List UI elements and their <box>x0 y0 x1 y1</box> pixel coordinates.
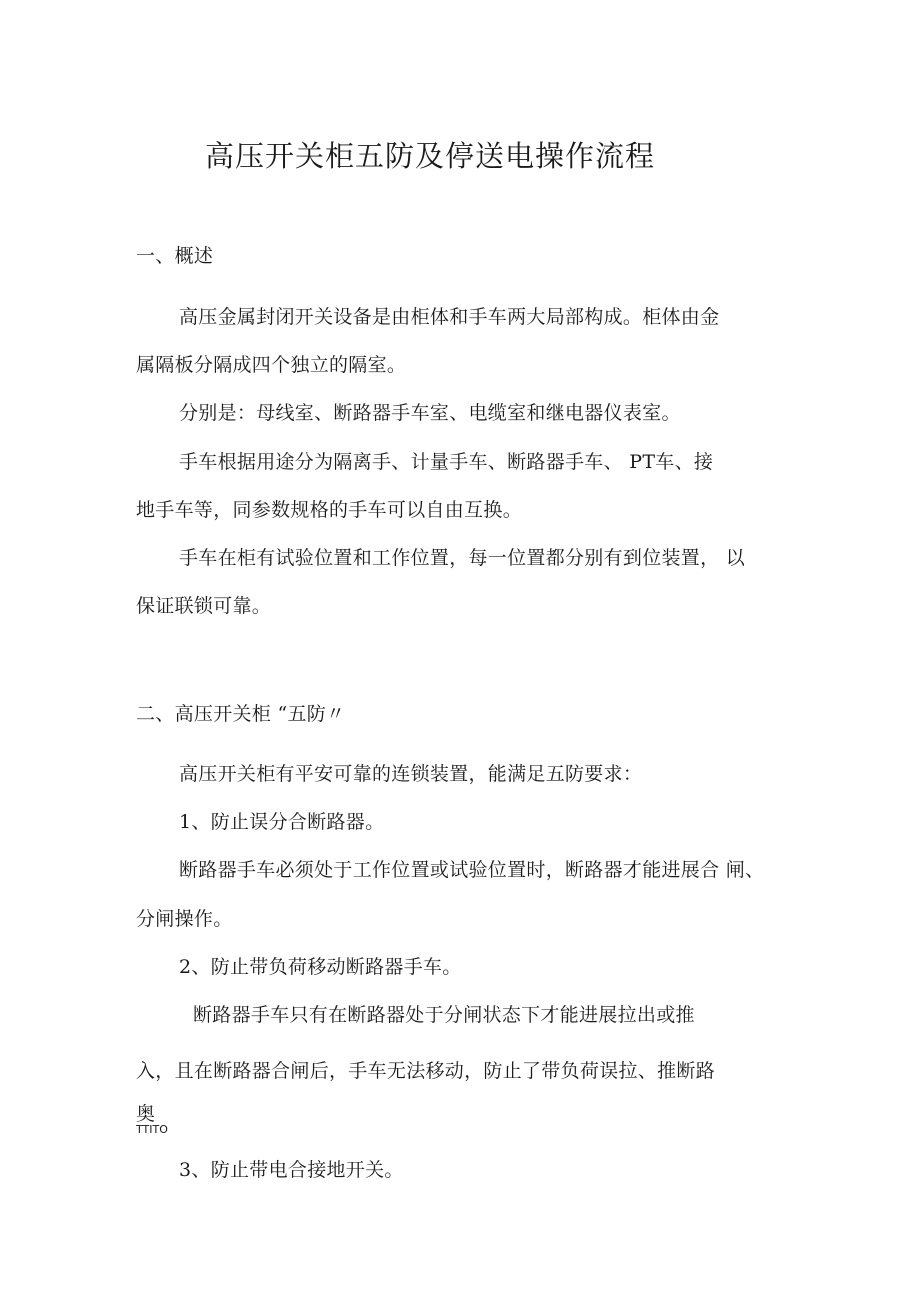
paragraph-line: 断路器手车只有在断路器处于分闸状态下才能进展拉出或推 <box>193 1004 695 1026</box>
section-heading-five-prevention: 二、高压开关柜 “五防〃 <box>136 703 346 725</box>
list-item-title: 3、防止带电合接地开关。 <box>179 1159 404 1181</box>
garbled-text: TTITO <box>136 1123 168 1136</box>
paragraph-line: 保证联锁可靠。 <box>136 595 272 617</box>
list-item-title: 1、防止误分合断路器。 <box>179 811 385 833</box>
document-title: 高压开关柜五防及停送电操作流程 <box>205 139 656 173</box>
paragraph-line: 入，且在断路器合闸后，手车无法移动，防止了带负荷误拉、推断路 <box>136 1060 716 1082</box>
paragraph-line: 分闸操作。 <box>136 908 233 930</box>
list-item-title: 2、防止带负荷移动断路器手车。 <box>179 956 462 978</box>
paragraph-line: 手车在柜有试验位置和工作位置，每一位置都分别有到位装置， 以 <box>179 547 746 569</box>
paragraph-line: 高压开关柜有平安可靠的连锁装置，能满足五防要求： <box>179 763 643 785</box>
paragraph-line: 属隔板分隔成四个独立的隔室。 <box>136 354 407 376</box>
paragraph-line: 高压金属封闭开关设备是由柜体和手车两大局部构成。柜体由金 <box>179 306 720 328</box>
paragraph-line: 分别是：母线室、断路器手车室、电缆室和继电器仪表室。 <box>179 402 681 424</box>
section-heading-overview: 一、概述 <box>136 245 214 267</box>
paragraph-line: 地手车等，同参数规格的手车可以自由互换。 <box>136 499 523 521</box>
paragraph-line: 断路器手车必须处于工作位置或试验位置时，断路器才能进展合 闸、 <box>179 859 765 881</box>
paragraph-line: 手车根据用途分为隔离手、计量手车、断路器手车、 PT车、接 <box>179 451 714 473</box>
paragraph-line: 奥 <box>136 1103 156 1125</box>
